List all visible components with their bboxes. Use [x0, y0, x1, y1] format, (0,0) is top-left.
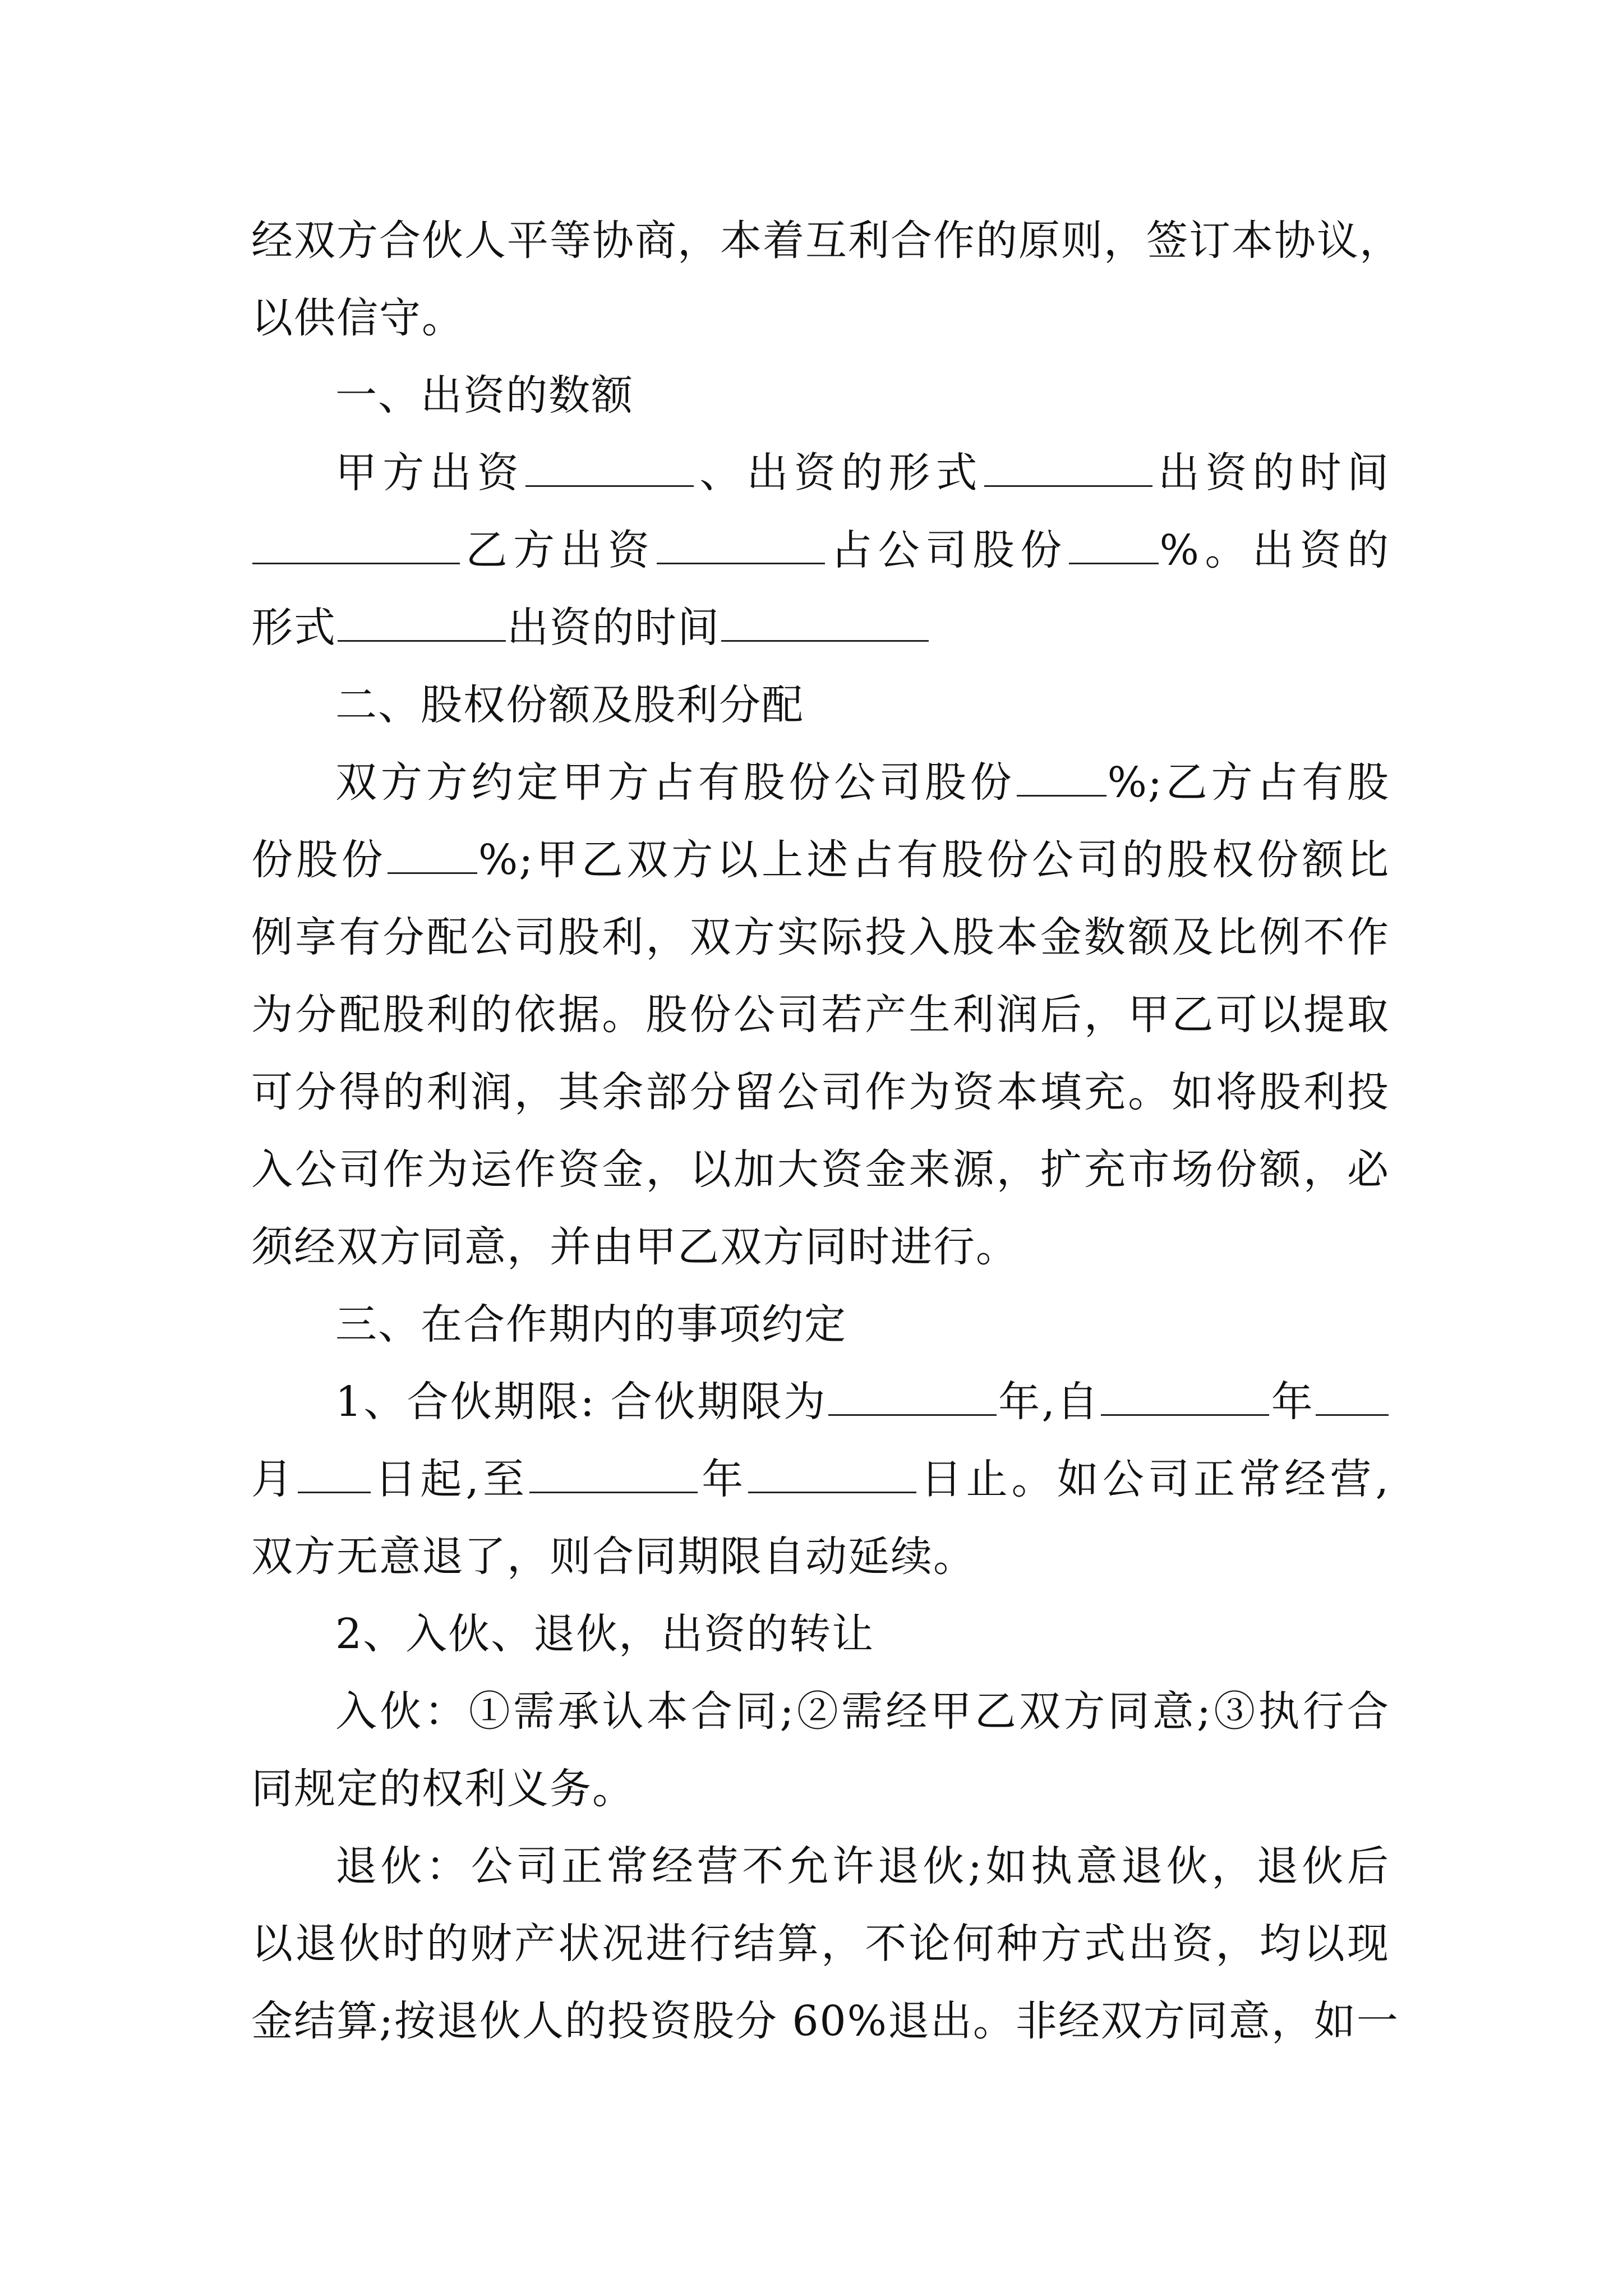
paragraph-line: 入公司作为运作资金，以加大资金来源，扩充市场份额，必: [251, 1145, 1390, 1194]
text-span: %;乙方占有股: [1107, 758, 1390, 807]
paragraph-line: 双方无意退了，则合同期限自动延续。: [251, 1533, 976, 1581]
paragraph-line: 可分得的利润，其余部分留公司作为资本填充。如将股利投: [251, 1068, 1390, 1116]
paragraph-line: 入伙：①需承认本合同;②需经甲乙双方同意;③执行合: [335, 1687, 1390, 1736]
paragraph-line: 为分配股利的依据。股份公司若产生利润后，甲乙可以提取: [251, 991, 1390, 1039]
label-share: 占公司股份: [826, 526, 1068, 574]
paragraph-line: 以供信守。: [251, 294, 464, 342]
blank-field: [338, 596, 506, 642]
blank-field: [1316, 1370, 1389, 1416]
paragraph-line: 同规定的权利义务。: [251, 1765, 635, 1813]
blank-field: [984, 441, 1152, 487]
label-party-a-capital: 甲方出资: [335, 449, 524, 497]
paragraph-line: 例享有分配公司股利，双方实际投入股本金数额及比例不作: [251, 913, 1390, 961]
blank-field: [748, 1448, 916, 1493]
paragraph-line: [251, 512, 1390, 589]
blank-field: [657, 519, 825, 564]
paragraph-line: 须经双方同意，并由甲乙双方同时进行。: [251, 1223, 1018, 1271]
section-heading-equity: 二、股权份额及股利分配: [335, 681, 804, 729]
label-party-b-capital: 乙方出资: [461, 526, 656, 574]
text-span: 年: [1270, 1378, 1315, 1426]
text-span: %;甲乙双方以上述占有股份公司的股权份额比: [478, 836, 1390, 884]
text-span: 日起,至: [372, 1455, 529, 1503]
paragraph-line: [251, 1441, 1390, 1518]
blank-field: [1101, 1370, 1269, 1416]
paragraph-line: [251, 434, 1390, 512]
blank-field: [721, 596, 929, 642]
label-capital-form: 、出资的形式: [695, 449, 983, 497]
section-heading-matters: 三、在合作期内的事项约定: [335, 1300, 847, 1349]
text-span: 年,自: [997, 1378, 1100, 1426]
paragraph-line: [251, 1363, 1390, 1441]
paragraph-line: 以退伙时的财产状况进行结算，不论何种方式出资，均以现: [251, 1920, 1390, 1968]
section-heading-join-exit: 2、入伙、退伙，出资的转让: [335, 1610, 875, 1658]
paragraph-line: 退伙：公司正常经营不允许退伙;如执意退伙，退伙后: [335, 1842, 1390, 1890]
text-span: 年: [699, 1455, 748, 1503]
blank-field: [529, 1448, 698, 1493]
paragraph-line: [251, 589, 1390, 666]
paragraph-line: 经双方合伙人平等协商，本着互利合作的原则，签订本协议，: [251, 217, 1402, 265]
paragraph-line: [251, 821, 1390, 899]
paragraph-line: [251, 744, 1390, 821]
blank-field: [252, 519, 460, 564]
text-span: 份股份: [251, 836, 386, 884]
text-span: 1、合伙期限: 合伙期限为: [335, 1378, 827, 1426]
blank-field: [1017, 751, 1106, 797]
blank-field: [525, 441, 694, 487]
blank-field: [388, 829, 477, 874]
text-span: 双方方约定甲方占有股份公司股份: [335, 758, 1016, 807]
blank-field: [298, 1448, 371, 1493]
text-span: 月: [251, 1455, 297, 1503]
agreement-text: [251, 202, 1402, 2060]
blank-field: [1069, 519, 1159, 564]
paragraph-line: 金结算;按退伙人的投资股分 60%退出。非经双方同意，如一: [251, 1997, 1399, 2045]
label-percent-form: %。出资的: [1159, 526, 1390, 574]
section-heading-capital: 一、出资的数额: [335, 371, 634, 420]
label-time: 出资的时间: [507, 604, 720, 652]
label-form: 形式: [251, 604, 336, 652]
text-span: 日止。如公司正常经营,: [917, 1455, 1390, 1503]
label-capital-time: 出资的时间: [1153, 449, 1390, 497]
blank-field: [828, 1370, 997, 1416]
